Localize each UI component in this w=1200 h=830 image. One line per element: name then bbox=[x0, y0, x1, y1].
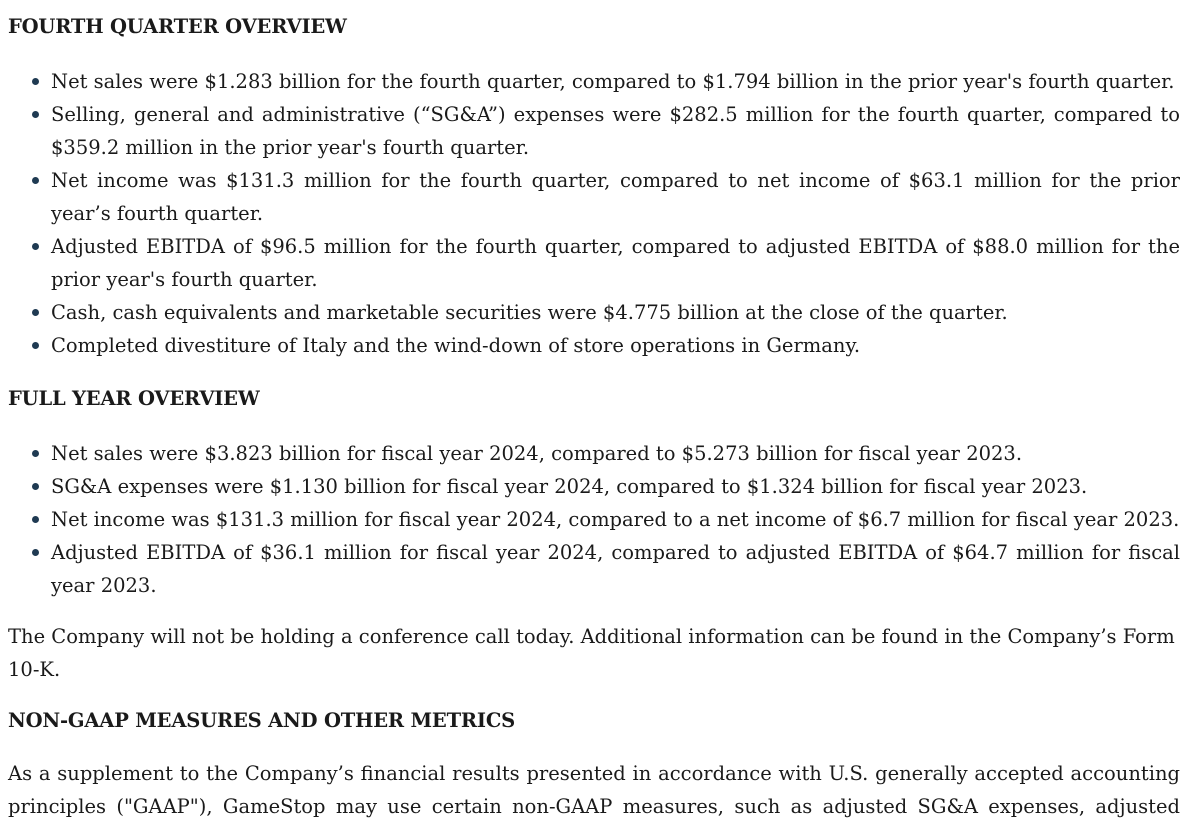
list-item: Net sales were $1.283 billion for the fourth quarter, compared to $1.794 billion in the prior year's fourth quarter. bbox=[8, 65, 1180, 98]
list-item: Selling, general and administrative (“SG&A”) expenses were $282.5 million for the fourth quarter, compared to $359.2 million in the prior year's fourth quarter. bbox=[8, 98, 1180, 164]
list-item: Net income was $131.3 million for fiscal year 2024, compared to a net income of $6.7 million for fiscal year 2023. bbox=[8, 503, 1180, 536]
list-item: SG&A expenses were $1.130 billion for fiscal year 2024, compared to $1.324 billion for fiscal year 2023. bbox=[8, 470, 1180, 503]
list-item: Cash, cash equivalents and marketable securities were $4.775 billion at the close of the quarter. bbox=[8, 296, 1180, 329]
non-gaap-paragraph: As a supplement to the Company’s financial results presented in accordance with U.S. generally accepted accounting principles ("GAAP"), GameStop may use certain non-GAAP measures, such as adjusted SG&A expenses, adjusted bbox=[8, 762, 1180, 818]
list-item: Net income was $131.3 million for the fourth quarter, compared to net income of $63.1 million for the prior year’s fourth quarter. bbox=[8, 164, 1180, 230]
list-item: Net sales were $3.823 billion for fiscal year 2024, compared to $5.273 billion for fiscal year 2023. bbox=[8, 437, 1180, 470]
list-item: Adjusted EBITDA of $36.1 million for fiscal year 2024, compared to adjusted EBITDA of $64.7 million for fiscal year 2023. bbox=[8, 536, 1180, 602]
list-item: Adjusted EBITDA of $96.5 million for the fourth quarter, compared to adjusted EBITDA of $88.0 million for the prior year's fourth quarter. bbox=[8, 230, 1180, 296]
fourth-quarter-heading: FOURTH QUARTER OVERVIEW bbox=[8, 15, 347, 38]
conference-call-paragraph: The Company will not be holding a conference call today. Additional information can be found in the Company’s Form 10-K. bbox=[8, 625, 1175, 681]
full-year-heading: FULL YEAR OVERVIEW bbox=[8, 387, 260, 410]
non-gaap-heading: NON-GAAP MEASURES AND OTHER METRICS bbox=[8, 709, 516, 732]
full-year-list bbox=[8, 437, 1180, 602]
fourth-quarter-list bbox=[8, 65, 1180, 362]
list-item: Completed divestiture of Italy and the wind-down of store operations in Germany. bbox=[8, 329, 1180, 362]
